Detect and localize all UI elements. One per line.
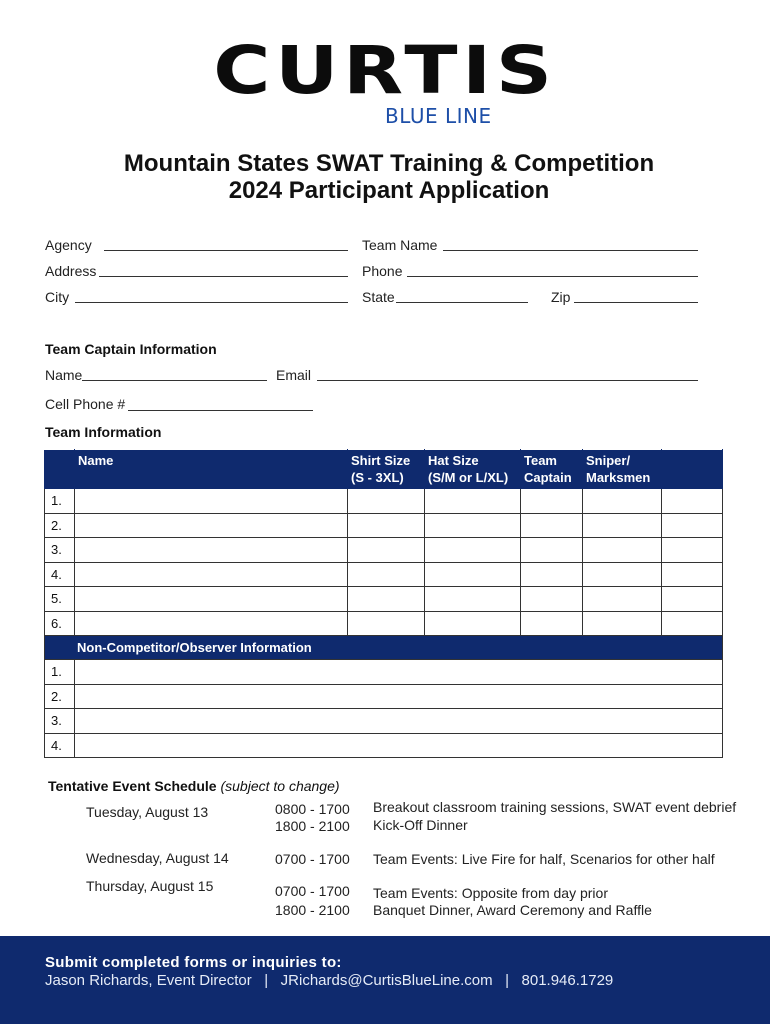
sniper-cell[interactable]	[583, 538, 662, 563]
observer-cell[interactable]	[75, 733, 723, 758]
captain-cell[interactable]	[521, 562, 583, 587]
schedule-event: Team Events: Live Fire for half, Scenarios for other half	[373, 851, 715, 867]
extra-cell[interactable]	[662, 562, 723, 587]
shirt-cell[interactable]	[348, 562, 425, 587]
captain-cell[interactable]	[521, 513, 583, 538]
cell-phone-field[interactable]	[128, 410, 313, 411]
team-table	[44, 449, 723, 758]
schedule-event: Banquet Dinner, Award Ceremony and Raffle	[373, 902, 652, 918]
name-cell[interactable]	[75, 489, 348, 514]
schedule-time: 0700 - 1700	[275, 851, 350, 867]
address-field[interactable]	[99, 276, 348, 277]
team-row	[45, 562, 723, 587]
col-sniper-header: Sniper/ Marksmen	[583, 450, 662, 489]
name-cell[interactable]	[75, 538, 348, 563]
row-number: 4.	[45, 562, 75, 587]
agency-field[interactable]	[104, 250, 348, 251]
col-number-header	[45, 450, 75, 489]
captain-email-label: Email	[276, 367, 312, 383]
sniper-cell[interactable]	[583, 587, 662, 612]
curtis-logo: CURTIS	[213, 32, 557, 109]
extra-cell[interactable]	[662, 587, 723, 612]
observer-heading: Non-Competitor/Observer Information	[45, 636, 723, 660]
team-name-field[interactable]	[443, 250, 698, 251]
observer-cell[interactable]	[75, 709, 723, 734]
team-row	[45, 513, 723, 538]
col-team-captain-header: Team Captain	[521, 450, 583, 489]
schedule-time: 1800 - 2100	[275, 902, 350, 918]
observer-row	[45, 733, 723, 758]
schedule-time: 0800 - 1700	[275, 801, 350, 817]
hat-cell[interactable]	[425, 611, 521, 636]
captain-name-field[interactable]	[82, 380, 267, 381]
schedule-event: Breakout classroom training sessions, SWAT event debrief	[373, 799, 737, 815]
row-number: 1.	[45, 489, 75, 514]
footer-title: Submit completed forms or inquiries to:	[45, 954, 342, 971]
sniper-cell[interactable]	[583, 513, 662, 538]
page-title: Mountain States SWAT Training & Competition	[123, 150, 655, 177]
address-label: Address	[45, 263, 97, 279]
extra-cell[interactable]	[662, 489, 723, 514]
hat-cell[interactable]	[425, 562, 521, 587]
extra-cell[interactable]	[662, 611, 723, 636]
team-info-heading: Team Information	[45, 424, 162, 440]
team-row	[45, 489, 723, 514]
row-number: 3.	[45, 709, 75, 734]
captain-cell[interactable]	[521, 538, 583, 563]
schedule-note: (subject to change)	[220, 778, 340, 794]
footer-contact[interactable]: Jason Richards, Event Director | JRichards@CurtisBlueLine.com | 801.946.1729	[45, 972, 614, 989]
zip-label: Zip	[551, 289, 571, 305]
observer-row	[45, 684, 723, 709]
shirt-cell[interactable]	[348, 611, 425, 636]
col-shirt-size-header: Shirt Size (S - 3XL)	[348, 450, 425, 489]
schedule-time: 0700 - 1700	[275, 883, 350, 899]
zip-field[interactable]	[574, 302, 698, 303]
sniper-cell[interactable]	[583, 562, 662, 587]
observer-cell[interactable]	[75, 660, 723, 685]
hat-cell[interactable]	[425, 538, 521, 563]
team-captain-heading: Team Captain Information	[45, 341, 217, 357]
schedule-time: 1800 - 2100	[275, 818, 350, 834]
team-row	[45, 611, 723, 636]
team-row	[45, 538, 723, 563]
row-number: 2.	[45, 684, 75, 709]
hat-cell[interactable]	[425, 489, 521, 514]
row-number: 1.	[45, 660, 75, 685]
city-label: City	[45, 289, 70, 305]
col-name-header: Name	[75, 450, 348, 489]
state-label: State	[362, 289, 395, 305]
name-cell[interactable]	[75, 611, 348, 636]
state-field[interactable]	[396, 302, 528, 303]
hat-cell[interactable]	[425, 513, 521, 538]
schedule-day: Tuesday, August 13	[86, 804, 209, 820]
observer-row	[45, 709, 723, 734]
schedule-event: Kick-Off Dinner	[373, 817, 468, 833]
agency-label: Agency	[45, 237, 92, 253]
captain-cell[interactable]	[521, 489, 583, 514]
city-field[interactable]	[75, 302, 348, 303]
shirt-cell[interactable]	[348, 587, 425, 612]
phone-field[interactable]	[407, 276, 698, 277]
schedule-heading: Tentative Event Schedule	[48, 778, 217, 794]
shirt-cell[interactable]	[348, 513, 425, 538]
name-cell[interactable]	[75, 587, 348, 612]
hat-cell[interactable]	[425, 587, 521, 612]
schedule-day: Wednesday, August 14	[86, 850, 229, 866]
page-subtitle: 2024 Participant Application	[228, 177, 550, 204]
captain-name-label: Name	[45, 367, 83, 383]
captain-cell[interactable]	[521, 611, 583, 636]
col-hat-size-header: Hat Size (S/M or L/XL)	[425, 450, 521, 489]
captain-email-field[interactable]	[317, 380, 698, 381]
row-number: 2.	[45, 513, 75, 538]
team-name-label: Team Name	[362, 237, 438, 253]
cell-phone-label: Cell Phone #	[45, 396, 126, 412]
extra-cell[interactable]	[662, 513, 723, 538]
schedule-heading-line	[48, 778, 340, 794]
captain-cell[interactable]	[521, 587, 583, 612]
sniper-cell[interactable]	[583, 611, 662, 636]
shirt-cell[interactable]	[348, 489, 425, 514]
schedule-event: Team Events: Opposite from day prior	[373, 885, 608, 901]
phone-label: Phone	[362, 263, 403, 279]
row-number: 4.	[45, 733, 75, 758]
observer-cell[interactable]	[75, 684, 723, 709]
name-cell[interactable]	[75, 513, 348, 538]
team-row	[45, 587, 723, 612]
extra-cell[interactable]	[662, 538, 723, 563]
name-cell[interactable]	[75, 562, 348, 587]
observer-row	[45, 660, 723, 685]
row-number: 5.	[45, 587, 75, 612]
schedule-day: Thursday, August 15	[86, 878, 214, 894]
sniper-cell[interactable]	[583, 489, 662, 514]
blue-line-logo-text: BLUE LINE	[385, 104, 492, 128]
col-extra-header	[662, 450, 723, 489]
shirt-cell[interactable]	[348, 538, 425, 563]
row-number: 3.	[45, 538, 75, 563]
row-number: 6.	[45, 611, 75, 636]
